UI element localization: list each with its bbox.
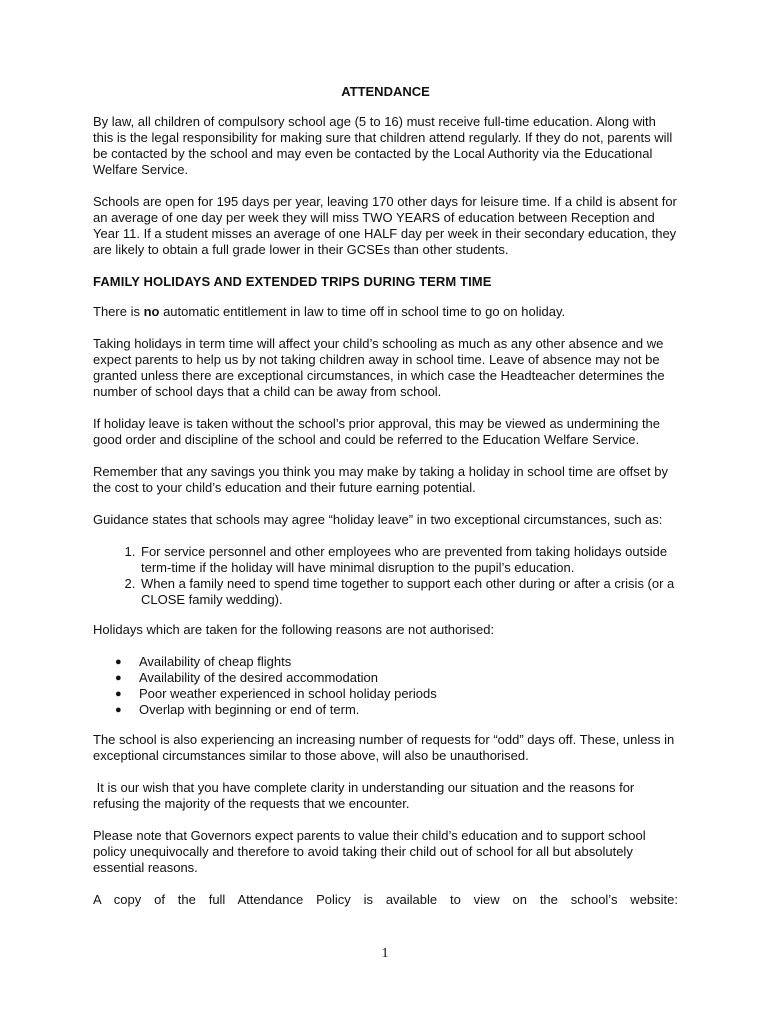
exception-item-1: 1. For service personnel and other employees who are prevented from taking holidays outside term-time if the holiday will have minimal disruption to the pupil’s education. <box>139 544 678 576</box>
page-number: 1 <box>381 946 389 961</box>
not-authorised-list <box>93 654 678 718</box>
body-paragraph-4: Guidance states that schools may agree “holiday leave” in two exceptional circumstances, such as: <box>93 512 663 527</box>
intro-paragraph-2: Schools are open for 195 days per year, leaving 170 other days for leisure time. If a child is absent for an average of one day per week they will miss TWO YEARS of education between Reception and Year 11. If a student misses an average of one HALF day per week in their secondary education, they are likely to obtain a full grade lower in their GCSEs than other students. <box>93 194 677 257</box>
bullet-icon: ● <box>115 704 122 716</box>
bullet-icon: ● <box>115 656 122 668</box>
body-paragraph-1: Taking holidays in term time will affect your child’s schooling as much as any other absence and we expect parents to help us by not taking children away in school time. Leave of absence may not be granted unless there are exceptional circumstances, in which case the Headteacher determines the number of school days that a child can be away from school. <box>93 336 665 399</box>
bullet-icon: ● <box>115 688 122 700</box>
list-item-text: Availability of the desired accommodation <box>139 670 378 685</box>
not-authorised-intro: Holidays which are taken for the following reasons are not authorised: <box>93 622 495 637</box>
closing-paragraph-1: The school is also experiencing an increasing number of requests for “odd” days off. These, unless in exceptional circumstances similar to those above, will also be unauthorised. <box>93 732 675 763</box>
document-page <box>93 84 678 908</box>
closing-paragraph-3: Please note that Governors expect parents to value their child’s education and to support school policy unequivocally and therefore to avoid taking their child out of school for all but absolutely essential reasons. <box>93 828 646 875</box>
list-item <box>115 670 678 686</box>
bullet-icon: ● <box>115 672 122 684</box>
body-paragraph-3: Remember that any savings you think you may make by taking a holiday in school time are offset by the cost to your child’s education and their future earning potential. <box>93 464 668 495</box>
entitlement-before: There is <box>93 304 144 319</box>
list-item-text: Availability of cheap flights <box>139 654 292 669</box>
document-title: ATTENDANCE <box>341 84 430 99</box>
entitlement-bold: no <box>143 304 160 319</box>
entitlement-after: automatic entitlement in law to time off in school time to go on holiday. <box>159 304 566 319</box>
intro-paragraph-1: By law, all children of compulsory school age (5 to 16) must receive full-time education. Along with this is the legal responsibility for making sure that children attend regularly. If they do not, parents will be contacted by the school and may even be contacted by the Local Authority via the Educational Welfare Service. <box>93 114 673 177</box>
policy-reference-line: A copy of the full Attendance Policy is available to view on the school’s website: <box>93 892 678 907</box>
section-heading: FAMILY HOLIDAYS AND EXTENDED TRIPS DURING TERM TIME <box>93 274 492 289</box>
list-item <box>115 686 678 702</box>
list-item <box>115 702 678 718</box>
entitlement-paragraph <box>93 304 678 320</box>
list-item-text: Overlap with beginning or end of term. <box>139 702 360 717</box>
exception-list <box>93 544 678 608</box>
closing-paragraph-2: It is our wish that you have complete clarity in understanding our situation and the reasons for refusing the majority of the requests that we encounter. <box>93 780 638 811</box>
body-paragraph-2: If holiday leave is taken without the school’s prior approval, this may be viewed as undermining the good order and discipline of the school and could be referred to the Education Welfare Service. <box>93 416 661 447</box>
exception-item-2: 2. When a family need to spend time together to support each other during or after a crisis (or a CLOSE family wedding). <box>139 576 678 608</box>
list-item-text: Poor weather experienced in school holiday periods <box>139 686 437 701</box>
list-item <box>115 654 678 670</box>
